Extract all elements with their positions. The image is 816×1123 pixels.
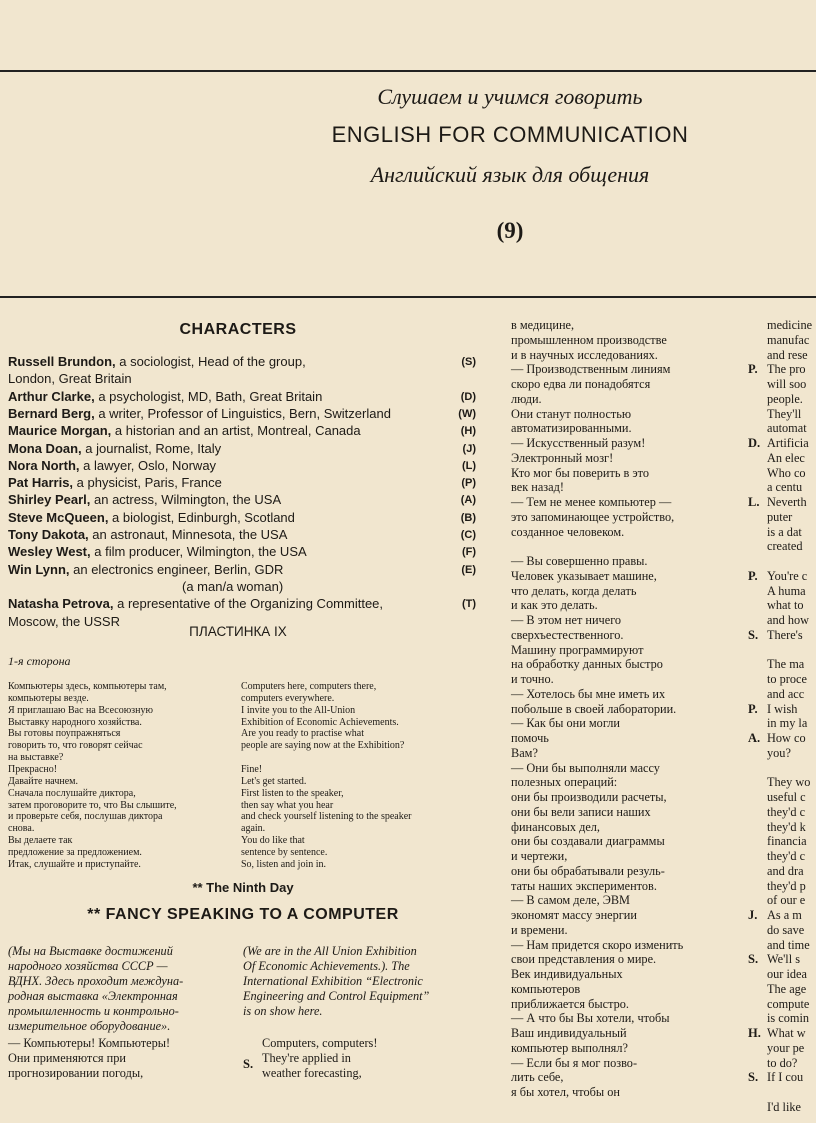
character-code: (E): [461, 563, 476, 576]
dialogue-en-line: Neverth: [767, 495, 807, 509]
dialogue-en-line: and dra: [767, 863, 804, 878]
dialogue-ru-line: полезных операций:: [511, 775, 618, 790]
dialogue-ru-line: экономят массу энергии: [511, 908, 637, 922]
dialogue-en-line: manufac: [767, 332, 810, 347]
intro-en-line: again.: [241, 823, 266, 835]
left-en-line: Computers, computers!: [262, 1036, 378, 1050]
dialogue-ru-line: и чертежи,: [511, 849, 568, 863]
character-entry: [8, 389, 488, 405]
intro-ru-line: Сначала послушайте диктора,: [8, 787, 136, 799]
setting-en-line: is on show here.: [243, 1004, 323, 1018]
dialogue-en-line: You're c: [767, 568, 808, 583]
dialogue-en-line: what to: [767, 598, 804, 613]
dialogue-en-line: financia: [767, 834, 807, 849]
setting-ru-line: промышленность и контрольно-: [8, 1004, 179, 1018]
dialogue-ru-line: — В этом нет ничего: [511, 613, 622, 627]
dialogue-en-line: is comin: [767, 1011, 810, 1026]
character-code: (L): [461, 459, 476, 472]
character-entry: [8, 441, 488, 457]
character-code: (B): [460, 511, 476, 524]
character-code: (W): [458, 407, 476, 420]
dialogue-ru-line: Машину программируют: [511, 642, 644, 657]
dialogue-en-line: in my la: [767, 716, 808, 731]
character-desc: a biologist, Edinburgh, Scotland: [108, 509, 295, 525]
dialogue-en-line: people.: [767, 391, 803, 406]
dialogue-ru-line: сверхъестественного.: [511, 627, 624, 642]
character-desc: an electronics engineer, Berlin, GDR: [69, 561, 284, 577]
character-entry: [8, 492, 488, 508]
record-side: 1-я сторона: [8, 654, 71, 668]
intro-ru-line: Прекрасно!: [8, 763, 58, 775]
dialogue-speaker-label: A.: [748, 731, 761, 745]
character-name: Tony Dakota,: [8, 527, 89, 542]
record-title: ПЛАСТИНКА IX: [189, 624, 287, 639]
character-entry: [8, 527, 488, 543]
dialogue-ru-line: Век индивидуальных: [511, 967, 623, 981]
character-code: (F): [461, 546, 476, 559]
character-entry: [8, 475, 488, 491]
speaker-label: S.: [243, 1057, 254, 1071]
dialogue-ru-line: что делать, когда делать: [511, 583, 637, 598]
character-desc: an astronaut, Minnesota, the USA: [88, 527, 288, 542]
character-name: Arthur Clarke,: [8, 388, 95, 404]
intro-ru-line: Вы готовы поупражняться: [8, 728, 121, 740]
dialogue-speaker-label: L.: [748, 495, 760, 509]
dialogue-ru-line: люди.: [511, 391, 542, 406]
character-name: Bernard Berg,: [8, 405, 95, 421]
dialogue-ru-line: — Тем не менее компьютер —: [511, 495, 672, 509]
title-en: ENGLISH FOR COMMUNICATION: [331, 122, 689, 147]
dialogue-en-line: What w: [767, 1026, 806, 1040]
dialogue-ru-line: они бы вели записи наших: [511, 804, 651, 819]
character-code: (D): [460, 390, 476, 403]
character-name: Maurice Morgan,: [8, 423, 112, 439]
dialogue-en-line: to proce: [767, 672, 807, 686]
dialogue-en-line: they'd c: [767, 804, 806, 819]
dialogue-ru-line: и точно.: [511, 672, 554, 686]
dialogue-en-line: I'd like: [767, 1099, 801, 1114]
dialogue-en-line: The pro: [767, 362, 806, 377]
dialogue-en-line: If I cou: [767, 1070, 804, 1085]
setting-en-line: International Exhibition “Electronic: [243, 974, 423, 988]
intro-ru-line: компьютеры везде.: [8, 692, 89, 704]
dialogue-speaker-label: H.: [748, 1026, 761, 1040]
intro-en-line: then say what you hear: [241, 799, 334, 811]
dialogue-speaker-label: J.: [748, 908, 758, 922]
dialogue-ru-line: Ваш индивидуальный: [511, 1026, 627, 1040]
dialogue-en-line: They'll: [767, 406, 802, 421]
intro-ru-line: предложение за предложением.: [8, 846, 142, 858]
character-desc: a representative of the Organizing Committee,: [113, 596, 384, 612]
dialogue-en-line: is a dat: [767, 524, 802, 539]
intro-ru-line: снова.: [8, 823, 35, 835]
dialogue-en-line: puter: [767, 509, 793, 524]
dialogue-en-line: and how: [767, 613, 810, 627]
dialogue-ru-line: побольше в своей лаборатории.: [511, 701, 677, 716]
character-entry-cont: (a man/a woman): [182, 578, 284, 594]
setting-ru-line: (Мы на Выставке достижений: [8, 944, 173, 958]
dialogue-en-line: We'll s: [767, 952, 800, 967]
dialogue-en-line: you?: [767, 745, 791, 760]
character-name: Pat Harris,: [8, 475, 74, 491]
dialogue-ru-line: и в научных исследованиях.: [511, 347, 658, 362]
left-ru-line: — Компьютеры! Компьютеры!: [8, 1036, 171, 1050]
dialogue-en-line: they'd c: [767, 849, 806, 863]
dialogue-ru-line: таты наших экспериментов.: [511, 878, 657, 893]
dialogue-en-line: of our e: [767, 893, 806, 908]
setting-ru-line: родная выставка «Электронная: [8, 989, 178, 1003]
dialogue-en-line: There's: [767, 627, 803, 642]
character-code: (T): [461, 598, 476, 611]
dialogue-speaker-label: D.: [748, 436, 761, 450]
dialogue-ru-line: это запоминающее устройство,: [511, 509, 675, 524]
dialogue-en-line: They wo: [767, 775, 811, 790]
character-name: Nora North,: [8, 457, 80, 473]
intro-en-line: I invite you to the All-Union: [241, 704, 356, 716]
intro-en-line: computers everywhere.: [241, 692, 335, 704]
character-desc: an actress, Wilmington, the USA: [90, 492, 282, 508]
character-entry: [8, 423, 488, 439]
dialogue-ru-line: компьютеров: [511, 981, 581, 996]
dialogue-ru-line: в медицине,: [511, 318, 575, 332]
dialogue-en-line: your pe: [767, 1040, 805, 1055]
dialogue-en-line: The ma: [767, 657, 805, 672]
dialogue-en-line: The age: [767, 981, 807, 996]
issue-number: (9): [496, 218, 524, 243]
dialogue-ru-line: они бы производили расчеты,: [511, 790, 667, 804]
dialogue-ru-line: они бы обрабатывали резуль-: [511, 863, 665, 878]
character-name: Russell Brundon,: [8, 354, 116, 369]
intro-ru-line: Компьютеры здесь, компьютеры там,: [8, 681, 167, 692]
intro-ru-line: Вы делаете так: [8, 835, 73, 847]
character-entry: [8, 406, 488, 422]
characters-heading: CHARACTERS: [179, 321, 297, 338]
intro-ru-line: Давайте начнем.: [8, 775, 78, 787]
intro-en-line: Are you ready to practise what: [241, 728, 365, 740]
dialogue-speaker-label: P.: [748, 568, 758, 583]
subtitle-ru: Английский язык для общения: [370, 162, 650, 187]
dialogue-ru-line: Кто мог бы поверить в это: [511, 465, 650, 480]
character-desc: a lawyer, Oslo, Norway: [79, 457, 217, 473]
intro-ru-line: Я приглашаю Вас на Всесоюзную: [8, 704, 153, 716]
dialogue-en-line: A huma: [767, 583, 806, 598]
intro-ru-line: Итак, слушайте и приступайте.: [8, 858, 141, 870]
dialogue-ru-line: — Как бы они могли: [511, 716, 620, 731]
dialogue-en-line: I wish: [767, 701, 798, 716]
dialogue-ru-line: — Вы совершенно правы.: [511, 554, 648, 568]
dialogue-ru-line: — Хотелось бы мне иметь их: [511, 686, 666, 701]
dialogue-en-line: and acc: [767, 686, 805, 701]
dialogue-en-line: compute: [767, 996, 810, 1011]
character-code: (J): [462, 442, 476, 455]
intro-ru-line: затем проговорите то, что Вы слышите,: [8, 799, 177, 811]
intro-en-line: Computers here, computers there,: [241, 681, 377, 692]
top-rule: [0, 70, 816, 72]
character-code: (S): [461, 356, 476, 368]
setting-ru-line: измерительное оборудование».: [8, 1019, 171, 1033]
dialogue-speaker-label: S.: [748, 952, 759, 967]
character-name: Steve McQueen,: [8, 509, 109, 525]
character-entry: [8, 544, 488, 560]
dialogue-ru-line: компьютер выполнял?: [511, 1040, 628, 1055]
dialogue-en-line: automat: [767, 421, 807, 436]
character-code: (C): [460, 529, 476, 541]
dialogue-ru-line: Электронный мозг!: [511, 450, 614, 465]
left-en-line: They're applied in: [262, 1051, 351, 1065]
dialogue-speaker-label: P.: [748, 362, 758, 377]
intro-en-line: people are saying now at the Exhibition?: [241, 740, 405, 752]
character-name: Shirley Pearl,: [8, 492, 91, 508]
dialogue-ru-line: век назад!: [511, 480, 564, 495]
character-entry: [8, 354, 488, 370]
dialogue-en-line: created: [767, 539, 803, 554]
lesson-title: ** FANCY SPEAKING TO A COMPUTER: [87, 906, 399, 923]
header-bottom-rule: [0, 296, 816, 298]
intro-en-line: sentence by sentence.: [241, 846, 328, 858]
setting-ru-line: народного хозяйства СССР —: [8, 959, 168, 973]
dialogue-ru-line: свои представления о мире.: [511, 952, 657, 967]
dialogue-en-line: Artificia: [767, 436, 809, 450]
intro-ru-line: Выставку народного хозяйства.: [8, 716, 142, 728]
intro-en-line: You do like that: [241, 835, 305, 847]
character-entry-cont: London, Great Britain: [8, 371, 132, 387]
dialogue-en-line: and rese: [767, 347, 808, 362]
dialogue-speaker-label: S.: [748, 627, 759, 642]
intro-en-line: Fine!: [241, 763, 263, 775]
character-code: (A): [460, 494, 476, 507]
character-desc: a psychologist, MD, Bath, Great Britain: [94, 388, 323, 404]
character-entry-cont: Moscow, the USSR: [8, 613, 120, 629]
dialogue-en-line: and time: [767, 937, 810, 952]
dialogue-en-line: medicine: [767, 318, 813, 332]
dialogue-ru-line: Вам?: [511, 745, 538, 760]
character-code: (H): [460, 425, 476, 438]
dialogue-ru-line: приближается быстро.: [511, 996, 629, 1011]
character-name: Win Lynn,: [8, 561, 70, 577]
dialogue-en-line: to do?: [767, 1055, 798, 1070]
character-entry: [8, 458, 488, 474]
left-en-line: weather forecasting,: [262, 1066, 362, 1080]
intro-ru-line: и проверьте себя, послушав диктора: [8, 811, 163, 823]
dialogue-ru-line: Они станут полностью: [511, 406, 632, 421]
dialogue-en-line: do save: [767, 922, 805, 937]
character-entry: [8, 562, 488, 578]
character-name: Mona Doan,: [8, 440, 82, 456]
dialogue-ru-line: я бы хотел, чтобы он: [511, 1085, 620, 1099]
setting-en-line: (We are in the All Union Exhibition: [243, 944, 417, 958]
dialogue-ru-line: они бы создавали диаграммы: [511, 834, 665, 849]
intro-en-line: Let's get started.: [241, 775, 307, 787]
intro-en-line: Exhibition of Economic Achievements.: [241, 716, 399, 728]
dialogue-ru-line: Человек указывает машине,: [511, 568, 657, 583]
dialogue-ru-line: скоро едва ли понадобятся: [511, 377, 651, 391]
dialogue-en-line: useful c: [767, 790, 806, 804]
dialogue-speaker-label: S.: [748, 1070, 759, 1085]
dialogue-ru-line: и как это делать.: [511, 598, 598, 613]
intro-en-line: and check yourself listening to the speaker: [241, 811, 412, 823]
dialogue-en-line: How co: [767, 731, 806, 745]
dialogue-en-line: our idea: [767, 967, 807, 981]
character-desc: a physicist, Paris, France: [73, 475, 222, 491]
dialogue-en-line: As a m: [767, 908, 802, 922]
intro-ru-line: на выставке?: [8, 752, 64, 764]
character-desc: a journalist, Rome, Italy: [81, 440, 222, 456]
dialogue-ru-line: — Искусственный разум!: [511, 436, 646, 450]
dialogue-en-line: they'd p: [767, 878, 806, 893]
dialogue-ru-line: созданное человеком.: [511, 524, 625, 539]
setting-ru-line: ВДНХ. Здесь проходит междуна-: [8, 974, 184, 988]
dialogue-ru-line: автоматизированными.: [511, 421, 632, 436]
character-name: Natasha Petrova,: [8, 596, 114, 612]
dialogue-ru-line: — А что бы Вы хотели, чтобы: [511, 1011, 670, 1026]
dialogue-ru-line: помочь: [511, 731, 549, 745]
character-name: Wesley West,: [8, 544, 91, 560]
dialogue-ru-line: — Производственным линиям: [511, 362, 671, 377]
dialogue-ru-line: на обработку данных быстро: [511, 657, 663, 672]
intro-ru-line: говорить то, что говорят сейчас: [8, 740, 143, 752]
dialogue-ru-line: — Они бы выполняли массу: [511, 760, 660, 775]
left-ru-line: Они применяются при: [8, 1051, 126, 1065]
dialogue-ru-line: — Если бы я мог позво-: [511, 1055, 638, 1070]
dialogue-ru-line: промышленном производстве: [511, 332, 667, 347]
character-entry: [8, 596, 488, 612]
dialogue-en-line: will soo: [767, 377, 807, 391]
dialogue-ru-line: — В самом деле, ЭВМ: [511, 893, 630, 908]
character-desc: a writer, Professor of Linguistics, Bern, Switzerland: [94, 405, 391, 421]
left-ru-line: прогнозировании погоды,: [8, 1066, 144, 1080]
dialogue-ru-line: финансовых дел,: [511, 819, 600, 834]
dialogue-en-line: a centu: [767, 480, 803, 495]
setting-en-line: Of Economic Achievements.). The: [243, 959, 410, 973]
title-ru: Слушаем и учимся говорить: [377, 84, 643, 109]
dialogue-ru-line: и времени.: [511, 922, 568, 937]
intro-en-line: First listen to the speaker,: [241, 787, 344, 799]
dialogue-ru-line: — Нам придется скоро изменить: [511, 937, 684, 952]
dialogue-en-line: An elec: [767, 450, 805, 465]
dialogue-en-line: they'd k: [767, 819, 806, 834]
character-code: (P): [461, 477, 476, 490]
character-desc: a sociologist, Head of the group,: [115, 354, 306, 369]
setting-en-line: Engineering and Control Equipment”: [243, 989, 430, 1003]
character-desc: a historian and an artist, Montreal, Canada: [111, 423, 361, 439]
intro-en-line: So, listen and join in.: [241, 858, 326, 870]
lesson-day: ** The Ninth Day: [192, 880, 294, 895]
dialogue-en-line: Who co: [767, 465, 806, 480]
dialogue-speaker-label: P.: [748, 701, 758, 716]
dialogue-ru-line: лить себе,: [511, 1070, 564, 1085]
character-desc: a film producer, Wilmington, the USA: [90, 544, 307, 560]
character-entry: [8, 510, 488, 526]
